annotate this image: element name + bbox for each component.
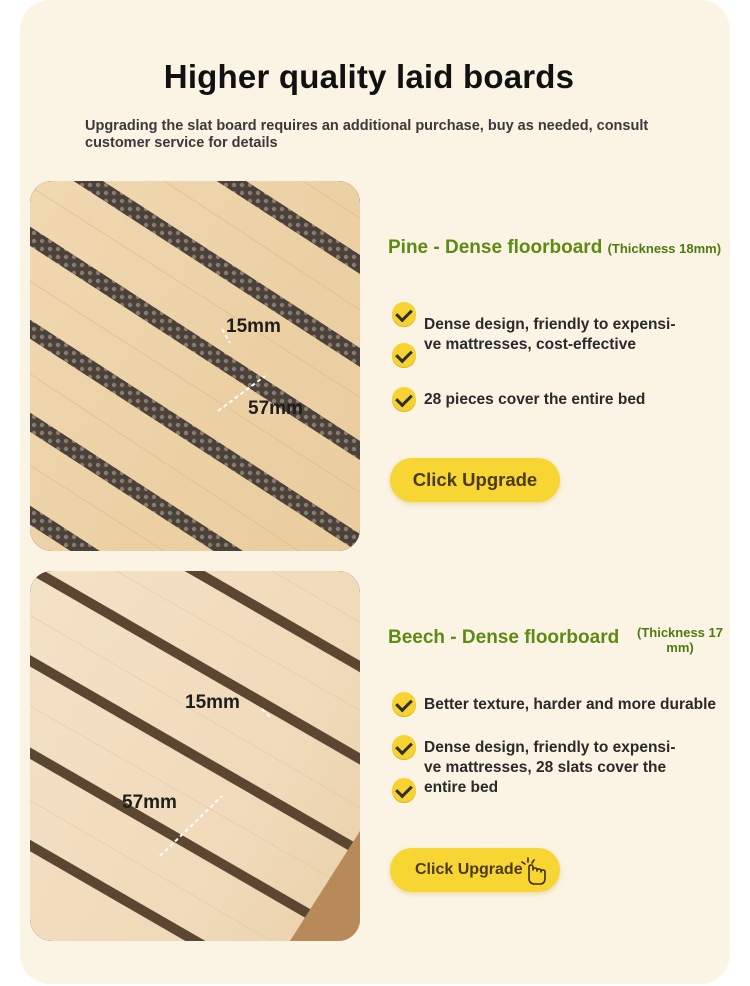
beech-product-name: Beech - Dense floorboard	[388, 627, 620, 648]
beech-upgrade-label: Click Upgrade	[415, 861, 523, 878]
beech-width-measure: 57mm	[122, 792, 177, 813]
pine-slats-illustration	[30, 181, 360, 551]
hand-pointer-icon	[518, 854, 552, 888]
beech-feature-2: Dense design, friendly to expensi- ve mattresses, 28 slats cover the entire bed	[424, 739, 676, 796]
pine-product-title	[388, 237, 721, 259]
check-icon	[392, 735, 416, 759]
page-subtitle: Upgrading the slat board requires an additional purchase, buy as needed, consult customer service for details	[85, 118, 649, 151]
beech-slats-photo	[30, 571, 360, 941]
beech-feature-1: Better texture, harder and more durable	[424, 696, 716, 713]
check-icon	[392, 302, 416, 326]
pine-thickness: (Thickness 18mm)	[607, 241, 722, 256]
page-title: Higher quality laid boards	[163, 58, 575, 95]
check-icon	[392, 343, 416, 367]
beech-thickness-line2: mm)	[666, 640, 694, 655]
pine-gap-measure: 15mm	[226, 316, 281, 337]
check-icon	[392, 387, 416, 411]
pine-width-measure: 57mm	[248, 398, 303, 419]
beech-gap-measure: 15mm	[185, 692, 240, 713]
beech-thickness-line1: (Thickness 17	[637, 625, 723, 640]
check-icon	[392, 692, 416, 716]
pine-feature-1: Dense design, friendly to expensi- ve mattresses, cost-effective	[424, 316, 676, 353]
pine-slats-photo	[30, 181, 360, 551]
pine-upgrade-button[interactable]: Click Upgrade	[390, 458, 560, 502]
beech-upgrade-button[interactable]	[390, 848, 560, 892]
beech-slats-illustration	[30, 571, 360, 941]
beech-thickness	[630, 625, 730, 655]
pine-feature-2: 28 pieces cover the entire bed	[424, 391, 646, 408]
pine-product-name: Pine - Dense floorboard	[388, 237, 603, 258]
check-icon	[392, 778, 416, 802]
